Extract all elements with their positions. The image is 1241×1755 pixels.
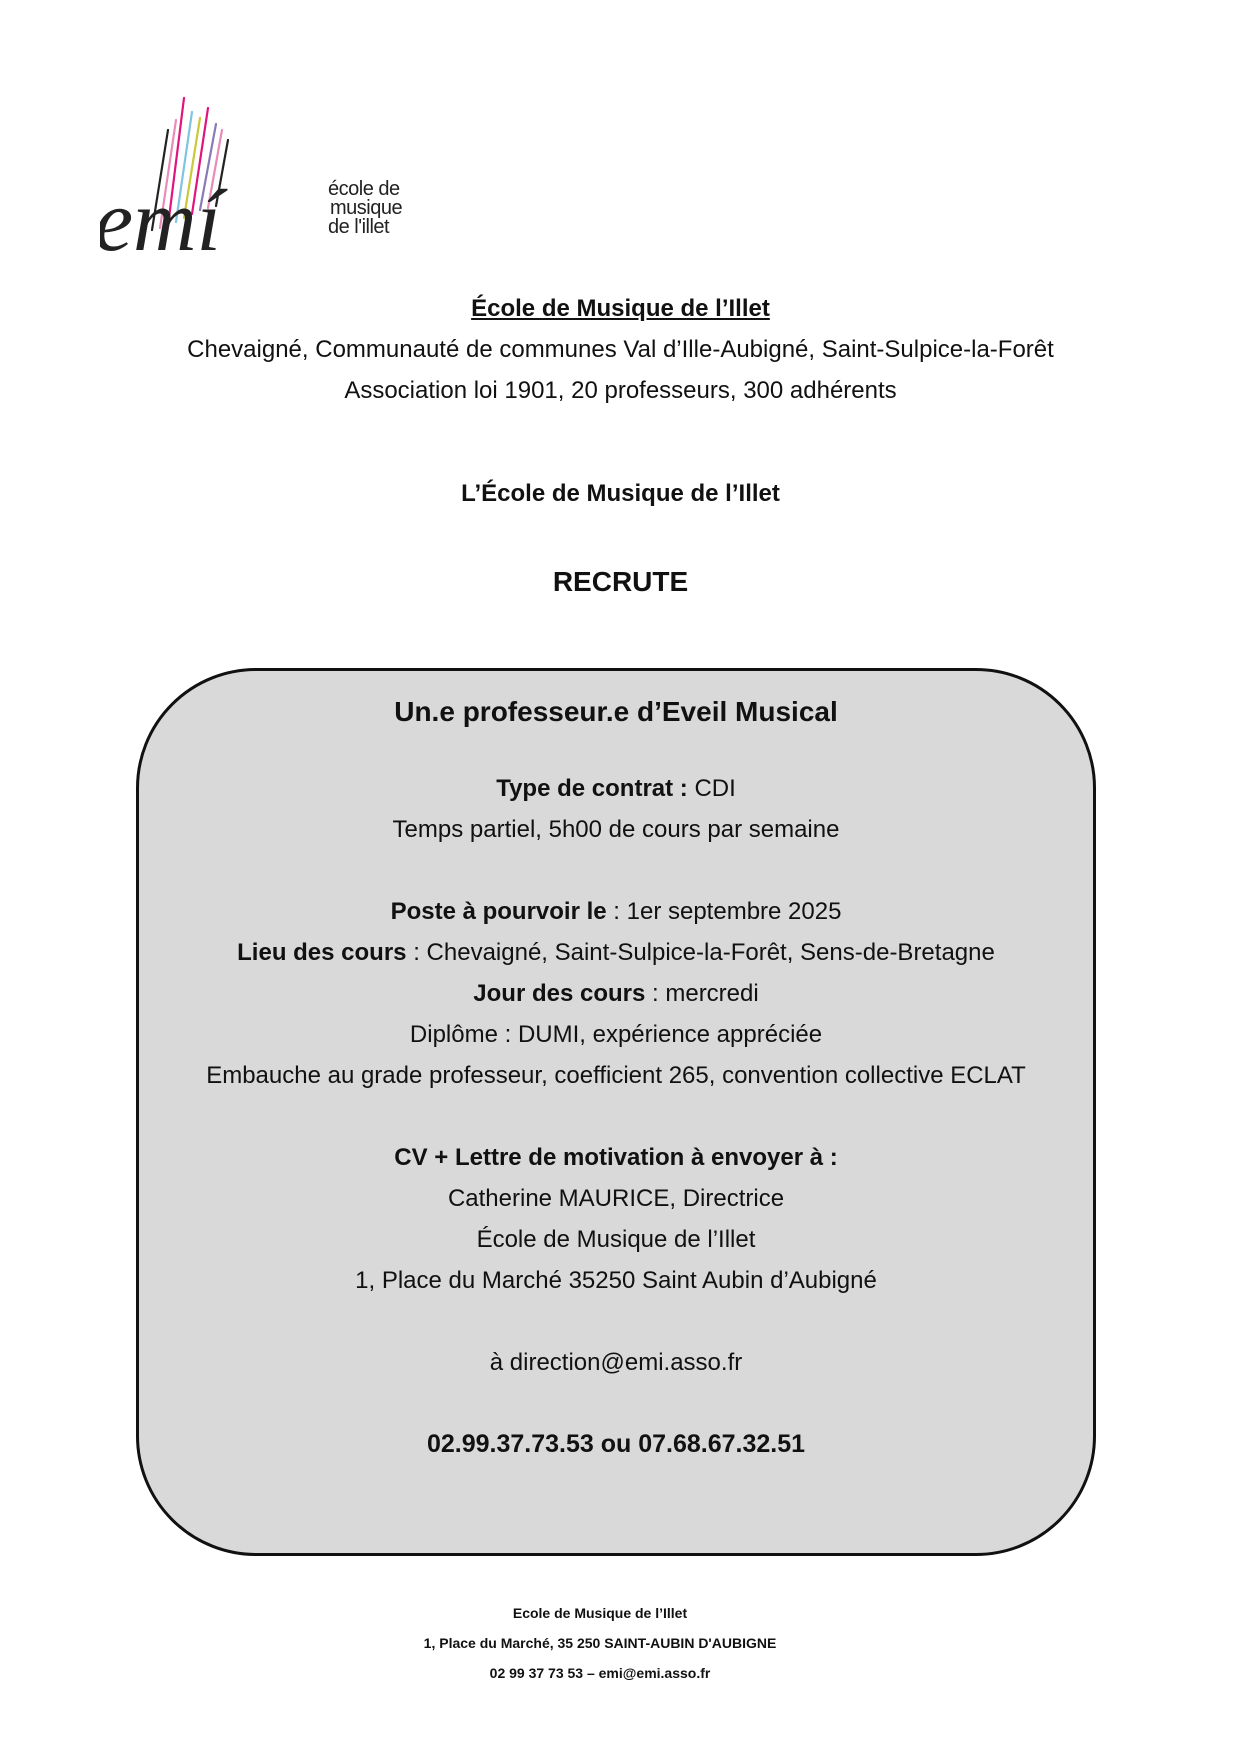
footer-contact: 02 99 37 73 53 – emi@emi.asso.fr <box>489 1665 711 1681</box>
footer-address: 1, Place du Marché, 35 250 SAINT-AUBIN D'AUBIGNE <box>423 1635 777 1651</box>
day-value: : mercredi <box>645 980 759 1007</box>
place-value: : Chevaigné, Saint-Sulpice-la-Forêt, Sens-de-Bretagne <box>406 939 995 966</box>
job-title: Un.e professeur.e d’Eveil Musical <box>394 696 838 727</box>
announcement-recrute: RECRUTE <box>552 566 689 597</box>
logo-line: de l'illet <box>328 216 390 238</box>
apply-label: CV + Lettre de motivation à envoyer à : <box>394 1144 838 1171</box>
day-line <box>139 973 1093 1014</box>
diploma-line: Diplôme : DUMI, expérience appréciée <box>409 1021 823 1048</box>
contact-address: 1, Place du Marché 35250 Saint Aubin d’Aubigné <box>355 1267 877 1294</box>
contract-value: CDI <box>687 775 736 802</box>
job-offer-box <box>136 668 1096 1556</box>
logo-wordmark <box>328 180 402 237</box>
place-label: Lieu des cours <box>237 939 407 966</box>
contact-name: Catherine MAURICE, Directrice <box>447 1185 785 1212</box>
school-name: École de Musique de l’Illet <box>471 295 770 322</box>
contact-email[interactable]: à direction@emi.asso.fr <box>489 1349 743 1376</box>
footer <box>0 1598 1200 1688</box>
contact-phones: 02.99.37.73.53 ou 07.68.67.32.51 <box>426 1430 806 1458</box>
footer-school: Ecole de Musique de l’Illet <box>512 1605 688 1621</box>
hiring-line: Embauche au grade professeur, coefficient 265, convention collective ECLAT <box>206 1062 1026 1089</box>
header-block <box>0 288 1241 411</box>
announcement-school: L’École de Musique de l’Illet <box>461 480 780 507</box>
contract-label: Type de contrat : <box>496 775 688 802</box>
contact-school: École de Musique de l’Illet <box>476 1226 756 1253</box>
logo-mark: emí <box>100 173 222 270</box>
contract-line <box>139 768 1093 809</box>
school-logo <box>100 90 403 270</box>
school-association: Association loi 1901, 20 professeurs, 300 adhérents <box>344 377 897 404</box>
day-label: Jour des cours <box>473 980 646 1007</box>
start-line <box>139 891 1093 932</box>
start-label: Poste à pourvoir le <box>390 898 607 925</box>
start-value: : 1er septembre 2025 <box>606 898 842 925</box>
schedule-line: Temps partiel, 5h00 de cours par semaine <box>392 816 840 843</box>
logo-line: école de <box>328 178 400 200</box>
logo-line: musique <box>330 197 403 219</box>
place-line <box>139 932 1093 973</box>
school-locations: Chevaigné, Communauté de communes Val d’Ille-Aubigné, Saint-Sulpice-la-Forêt <box>187 336 1054 363</box>
